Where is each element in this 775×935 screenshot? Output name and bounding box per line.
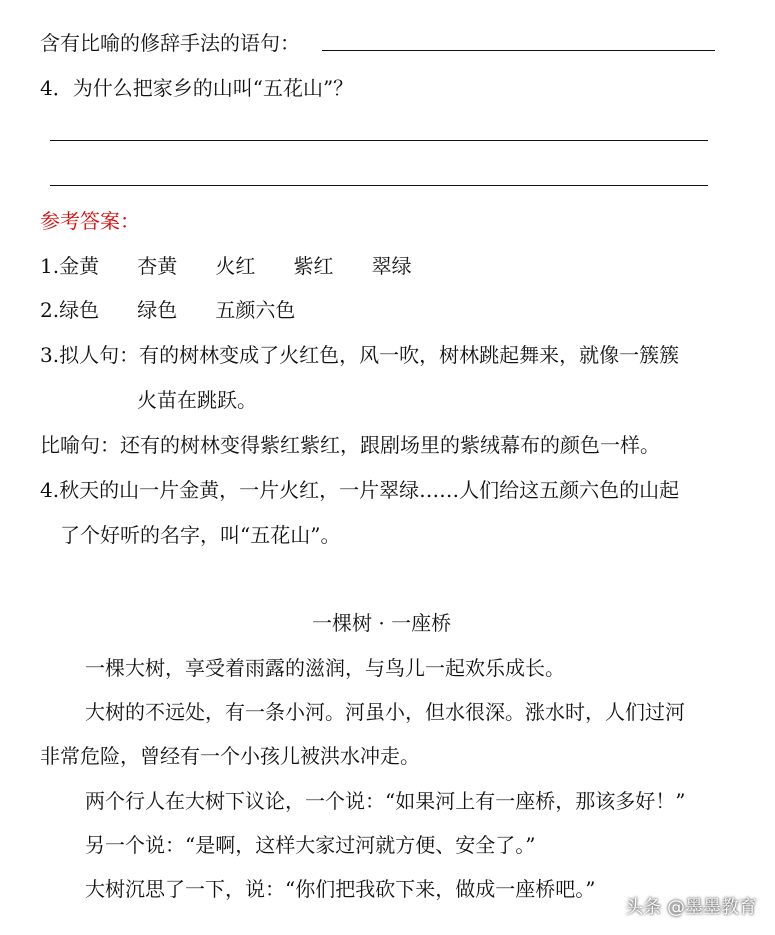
story-paragraph-3: 两个行人在大树下议论，一个说：“如果河上有一座桥，那该多好！”: [85, 789, 686, 813]
story-title: 一棵树 · 一座桥: [312, 611, 452, 635]
answer-4-line-2: 了个好听的名字，叫“五花山”。: [60, 523, 341, 547]
answer-heading: 参考答案：: [40, 209, 140, 233]
story-paragraph-2-line-1: 大树的不远处，有一条小河。河虽小，但水很深。涨水时，人们过河: [85, 700, 685, 724]
story-paragraph-1: 一棵大树，享受着雨露的滋润，与鸟儿一起欢乐成长。: [85, 656, 565, 680]
story-paragraph-5: 大树沉思了一下，说：“你们把我砍下来，做成一座桥吧。”: [85, 877, 596, 901]
answer-blank-line: [322, 50, 715, 51]
answer-blank-line: [50, 140, 708, 141]
answer-1: 1.金黄 杏黄 火红 紫红 翠绿: [40, 254, 412, 278]
answer-4-line-1: 4.秋天的山一片金黄，一片火红，一片翠绿……人们给这五颜六色的山起: [40, 478, 680, 502]
metaphor-prompt: 含有比喻的修辞手法的语句：: [40, 31, 300, 55]
watermark-text: 头条 @墨墨教育: [625, 897, 757, 918]
answer-2: 2.绿色 绿色 五颜六色: [40, 298, 296, 322]
answer-3-line-1: 3.拟人句：有的树林变成了火红色，风一吹，树林跳起舞来，就像一簇簇: [40, 343, 680, 367]
story-paragraph-4: 另一个说：“是啊，这样大家过河就方便、安全了。”: [85, 833, 536, 857]
question-4: 4．为什么把家乡的山叫“五花山”？: [40, 76, 354, 100]
answer-3-line-2: 火苗在跳跃。: [137, 388, 257, 412]
story-paragraph-2-line-2: 非常危险，曾经有一个小孩儿被洪水冲走。: [40, 744, 420, 768]
watermark: [625, 893, 757, 919]
answer-3-line-3: 比喻句：还有的树林变得紫红紫红，跟剧场里的紫绒幕布的颜色一样。: [40, 433, 660, 457]
answer-blank-line: [50, 185, 708, 186]
